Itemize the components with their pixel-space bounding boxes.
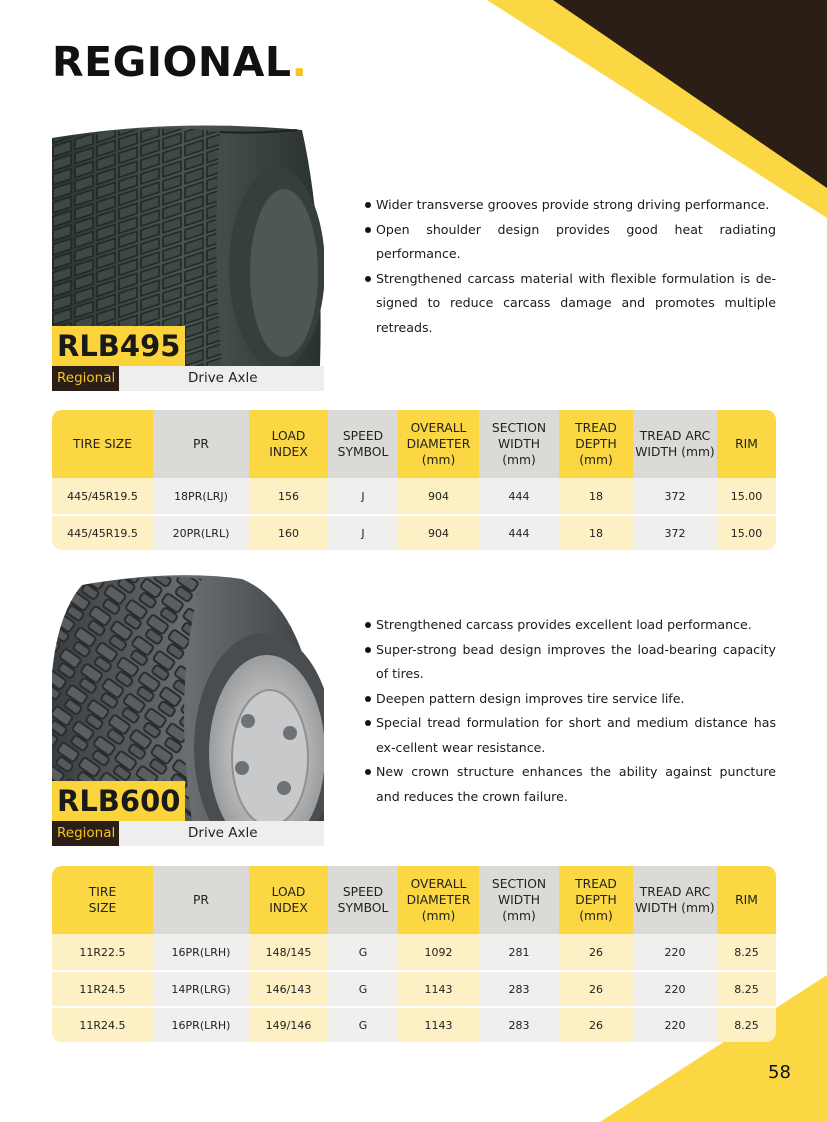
table-cell: 283: [479, 1006, 559, 1042]
table-cell: 15.00: [717, 478, 776, 514]
feature-list: [364, 193, 776, 340]
table-cell: 372: [633, 514, 717, 550]
table-cell: 18: [559, 478, 633, 514]
table-cell: 146/143: [249, 970, 328, 1006]
feature-item: Wider transverse grooves provide strong driving performance.: [364, 193, 776, 218]
feature-item: Special tread formulation for short and medium distance has ex-cellent wear resistance.: [364, 711, 776, 760]
table-cell: 904: [398, 478, 479, 514]
table-cell: 1143: [398, 1006, 479, 1042]
table-cell: 281: [479, 934, 559, 970]
model-name-tag: RLB600: [52, 781, 185, 821]
table-row: [52, 514, 776, 550]
table-cell: 26: [559, 970, 633, 1006]
column-header: RIM: [717, 410, 776, 478]
column-header: LOAD INDEX: [249, 410, 328, 478]
column-header: TREAD ARC WIDTH (mm): [633, 410, 717, 478]
table-cell: 283: [479, 970, 559, 1006]
column-header: SECTION WIDTH (mm): [479, 410, 559, 478]
table-cell: 20PR(LRL): [153, 514, 249, 550]
feature-item: Strengthened carcass provides excellent load performance.: [364, 613, 776, 638]
page-title: REGIONAL.: [52, 38, 308, 86]
table-cell: 8.25: [717, 934, 776, 970]
table-header: [52, 410, 776, 478]
table-cell: 220: [633, 1006, 717, 1042]
table-cell: 11R24.5: [52, 1006, 153, 1042]
table-cell: 26: [559, 1006, 633, 1042]
table-cell: 11R22.5: [52, 934, 153, 970]
table-cell: 220: [633, 934, 717, 970]
table-cell: G: [328, 1006, 398, 1042]
category-label: Regional: [52, 821, 119, 846]
table-cell: 15.00: [717, 514, 776, 550]
column-header: TREAD ARC WIDTH (mm): [633, 866, 717, 934]
table-cell: 149/146: [249, 1006, 328, 1042]
column-header: TIRE SIZE: [52, 866, 153, 934]
column-header: SPEED SYMBOL: [328, 410, 398, 478]
spec-table-rlb600: [52, 866, 776, 1042]
table-cell: 8.25: [717, 970, 776, 1006]
table-cell: G: [328, 970, 398, 1006]
column-header: TIRE SIZE: [52, 410, 153, 478]
table-cell: 8.25: [717, 1006, 776, 1042]
column-header: LOAD INDEX: [249, 866, 328, 934]
column-header: TREAD DEPTH (mm): [559, 410, 633, 478]
table-cell: 14PR(LRG): [153, 970, 249, 1006]
feature-item: Strengthened carcass material with flexible formulation is de-signed to reduce carcass damage and promotes multiple retreads.: [364, 267, 776, 341]
column-header: OVERALL DIAMETER (mm): [398, 866, 479, 934]
table-cell: G: [328, 934, 398, 970]
feature-item: Open shoulder design provides good heat radiating performance.: [364, 218, 776, 267]
column-header: SPEED SYMBOL: [328, 866, 398, 934]
model-name-tag: RLB495: [52, 326, 185, 366]
table-cell: 26: [559, 934, 633, 970]
table-cell: 220: [633, 970, 717, 1006]
column-header: TREAD DEPTH (mm): [559, 866, 633, 934]
table-row: [52, 934, 776, 970]
table-cell: 445/45R19.5: [52, 514, 153, 550]
table-row: [52, 970, 776, 1006]
axle-label: Drive Axle: [188, 370, 258, 386]
table-cell: 444: [479, 478, 559, 514]
spec-table-rlb495: [52, 410, 776, 550]
feature-item: Deepen pattern design improves tire service life.: [364, 687, 776, 712]
table-cell: 148/145: [249, 934, 328, 970]
column-header: SECTION WIDTH (mm): [479, 866, 559, 934]
feature-list: [364, 613, 776, 809]
column-header: OVERALL DIAMETER (mm): [398, 410, 479, 478]
category-row: [52, 821, 324, 846]
table-cell: 11R24.5: [52, 970, 153, 1006]
feature-item: Super-strong bead design improves the load-bearing capacity of tires.: [364, 638, 776, 687]
table-cell: 1092: [398, 934, 479, 970]
table-cell: 156: [249, 478, 328, 514]
column-header: PR: [153, 410, 249, 478]
table-row: [52, 478, 776, 514]
table-cell: 160: [249, 514, 328, 550]
page-number: 58: [768, 1062, 791, 1083]
table-row: [52, 1006, 776, 1042]
axle-label: Drive Axle: [188, 825, 258, 841]
table-cell: 18PR(LRJ): [153, 478, 249, 514]
table-cell: 445/45R19.5: [52, 478, 153, 514]
table-cell: 18: [559, 514, 633, 550]
column-header: RIM: [717, 866, 776, 934]
table-cell: J: [328, 478, 398, 514]
table-cell: J: [328, 514, 398, 550]
table-cell: 16PR(LRH): [153, 934, 249, 970]
column-header: PR: [153, 866, 249, 934]
table-cell: 1143: [398, 970, 479, 1006]
category-row: [52, 366, 324, 391]
table-cell: 372: [633, 478, 717, 514]
feature-item: New crown structure enhances the ability against puncture and reduces the crown failure.: [364, 760, 776, 809]
category-label: Regional: [52, 366, 119, 391]
table-cell: 16PR(LRH): [153, 1006, 249, 1042]
table-cell: 444: [479, 514, 559, 550]
table-header: [52, 866, 776, 934]
table-cell: 904: [398, 514, 479, 550]
